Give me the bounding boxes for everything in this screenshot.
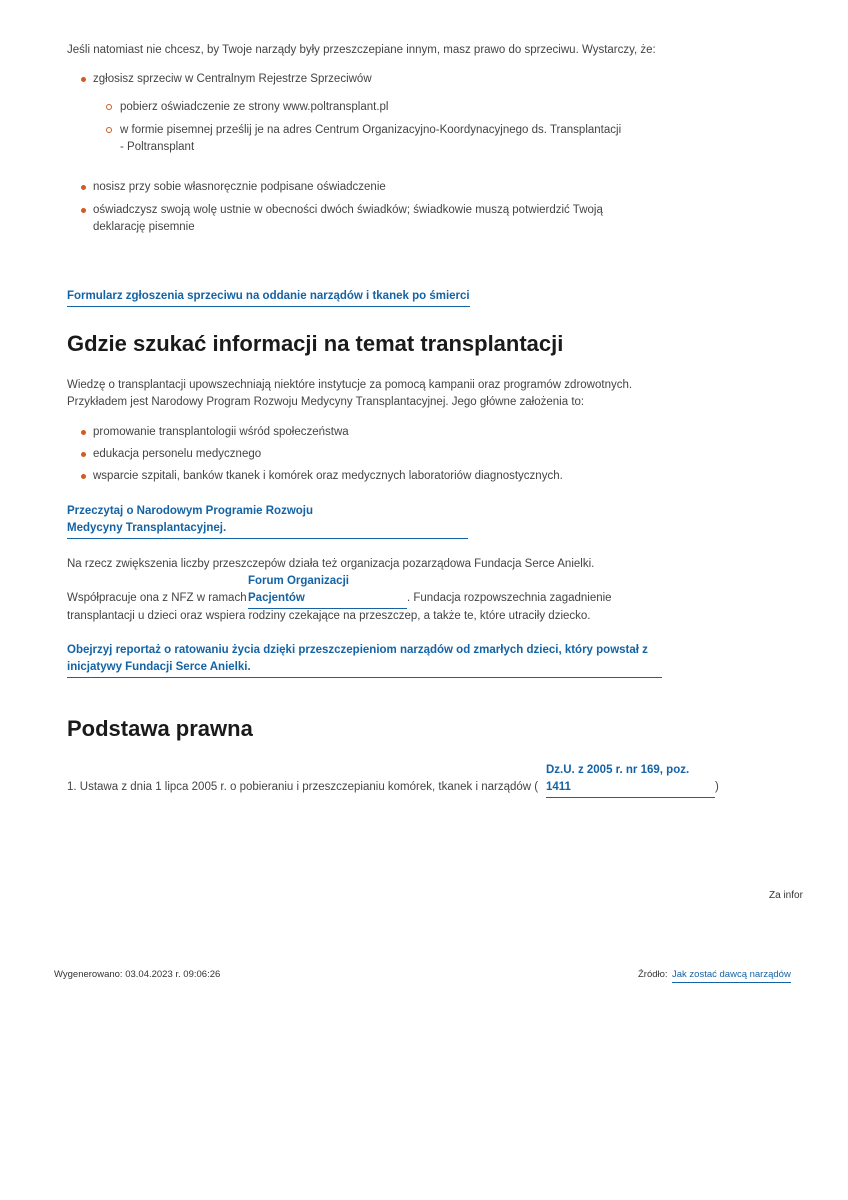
coop-text: Współpracuje ona z NFZ w ramach — [67, 592, 247, 604]
forum-link-line[interactable]: Pacjentów — [248, 592, 305, 604]
generated-timestamp: Wygenerowano: 03.04.2023 r. 09:06:26 — [54, 969, 221, 980]
bullet-icon — [81, 452, 86, 457]
sub-list-item-cont: - Poltransplant — [120, 141, 195, 153]
source-link[interactable]: Jak zostać dawcą narządów — [672, 969, 791, 983]
bullet-icon — [81, 474, 86, 479]
report-link-line[interactable]: Obejrzyj reportaż o ratowaniu życia dzięki przeszczepieniom narządów od zmarłych dzieci, który powstał z — [67, 644, 648, 656]
law-close: ) — [715, 781, 719, 793]
section-heading: Gdzie szukać informacji na temat transplantacji — [67, 331, 564, 356]
law-link-line[interactable]: Dz.U. z 2005 r. nr 169, poz. — [546, 764, 690, 776]
foundation-text: Na rzecz zwiększenia liczby przeszczepów działa też organizacja pozarządowa Fundacja Serce Anielki. — [67, 558, 595, 570]
coop-text: transplantacji u dzieci oraz wspiera rodziny czekające na przeszczep, a także te, które utraciły dziecko. — [67, 610, 591, 622]
list-item: promowanie transplantologii wśród społeczeństwa — [93, 426, 349, 438]
paragraph-line: Wiedzę o transplantacji upowszechniają niektóre instytucje za pomocą kampanii oraz programów zdrowotnych. — [67, 379, 633, 391]
bullet-icon — [81, 77, 86, 82]
law-link-line[interactable]: 1411 — [546, 781, 571, 793]
paragraph-line: Przykładem jest Narodowy Program Rozwoju Medycyny Transplantacyjnej. Jego główne założenia to: — [67, 396, 585, 408]
law-link[interactable] — [546, 762, 715, 798]
program-link-line[interactable]: Medycyny Transplantacyjnej. — [67, 522, 227, 534]
coop-text: . Fundacja rozpowszechnia zagadnienie — [407, 592, 612, 604]
bullet-icon — [81, 185, 86, 190]
cutoff-container — [769, 885, 808, 903]
report-link[interactable] — [67, 642, 662, 678]
source-label: Źródło: — [638, 969, 668, 980]
list-item: edukacja personelu medycznego — [93, 448, 262, 460]
law-text: 1. Ustawa z dnia 1 lipca 2005 r. o pobieraniu i przeszczepianiu komórek, tkanek i narządów ( — [67, 781, 539, 793]
forum-link-line[interactable]: Forum Organizacji — [248, 575, 349, 587]
program-link[interactable] — [67, 503, 468, 539]
list-item-cont: deklarację pisemnie — [93, 221, 195, 233]
list-item: zgłosisz sprzeciw w Centralnym Rejestrze Sprzeciwów — [93, 73, 372, 85]
list-item: nosisz przy sobie własnoręcznie podpisane oświadczenie — [93, 181, 386, 193]
bullet-icon — [81, 208, 86, 213]
forum-link[interactable] — [248, 573, 407, 609]
program-link-line[interactable]: Przeczytaj o Narodowym Programie Rozwoju — [67, 505, 314, 517]
section-heading: Podstawa prawna — [67, 716, 253, 741]
list-item: oświadczysz swoją wolę ustnie w obecności dwóch świadków; świadkowie muszą potwierdzić Twoją — [93, 204, 603, 216]
sub-bullet-icon — [106, 104, 112, 110]
sub-bullet-icon — [106, 127, 112, 133]
cutoff-text: Za infor — [769, 890, 803, 901]
intro-text: Jeśli natomiast nie chcesz, by Twoje narządy były przeszczepiane innym, masz prawo do sprzeciwu. Wystarczy, że: — [67, 44, 656, 56]
list-item: wsparcie szpitali, banków tkanek i komórek oraz medycznych laboratoriów diagnostycznych. — [93, 470, 563, 482]
bullet-icon — [81, 430, 86, 435]
report-link-line[interactable]: inicjatywy Fundacji Serce Anielki. — [67, 661, 251, 673]
sub-list-item: pobierz oświadczenie ze strony www.poltransplant.pl — [120, 101, 389, 113]
objection-form-link[interactable]: Formularz zgłoszenia sprzeciwu na oddanie narządów i tkanek po śmierci — [67, 288, 470, 307]
sub-list-item: w formie pisemnej prześlij je na adres Centrum Organizacyjno-Koordynacyjnego ds. Transplantacji — [120, 124, 622, 136]
